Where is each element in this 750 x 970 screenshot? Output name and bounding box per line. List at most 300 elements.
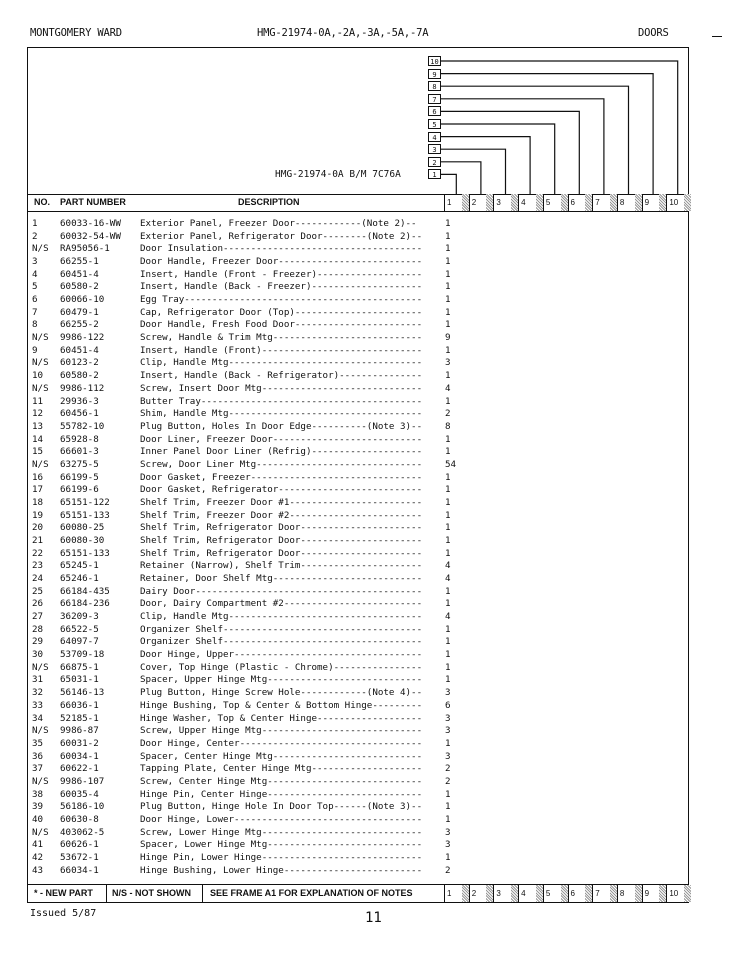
quantity: 1 [445,446,451,458]
table-row [32,484,477,495]
item-number: 35 [32,737,44,749]
description: Hinge Washer, Top & Center Hinge------------------- [140,712,423,724]
margin-dash [712,36,722,37]
model-column-3: 3 [494,194,519,211]
bracket-line [441,74,653,194]
table-row [32,560,477,571]
table-row [32,434,477,445]
description: Hinge Pin, Lower Hinge----------------------------- [140,852,423,863]
table-row [32,636,477,647]
model-box-4: 4 [428,132,441,142]
table-row [32,548,477,559]
bracket-line [441,162,481,194]
description: Inner Panel Door Liner (Refrig)-------------------- [140,446,423,458]
model-column-5: 5 [544,885,569,902]
part-number: 56186-10 [60,801,105,813]
quantity: 1 [445,370,451,382]
quantity: 1 [445,319,451,331]
table-row [32,370,477,381]
quantity: 4 [445,611,451,623]
description: Screw, Door Liner Mtg------------------------------ [140,458,423,470]
item-number: 41 [32,839,44,851]
quantity: 1 [445,230,451,242]
model-column-5: 5 [544,194,569,211]
model-column-1: 1 [445,885,470,902]
model-box-6: 6 [428,106,441,116]
model-diagram [28,48,688,195]
table-row [32,674,477,685]
table-row [32,319,477,330]
item-number: N/S [32,458,49,470]
table-row [32,687,477,698]
table-row [32,231,477,242]
section-title: DOORS [638,27,669,39]
table-row [32,446,477,457]
quantity: 1 [445,294,451,306]
part-number: 60451-4 [60,268,99,280]
model-column-9: 9 [643,885,668,902]
table-row [32,700,477,711]
table-row [32,256,477,267]
part-number: 65246-1 [60,573,99,585]
part-number: 55782-10 [60,420,105,432]
table-row [32,383,477,394]
table-row [32,586,477,597]
quantity: 1 [445,243,451,255]
item-number: 20 [32,522,44,534]
item-number: 11 [32,395,44,407]
quantity: 54 [445,458,457,470]
quantity: 1 [445,256,451,268]
quantity: 1 [445,509,451,521]
quantity: 3 [445,750,451,762]
quantity: 4 [445,382,451,394]
legend-row [28,884,688,902]
item-number: N/S [32,826,49,838]
quantity: 9 [445,332,451,344]
quantity: 1 [445,801,451,813]
table-row [32,624,477,635]
item-number: 15 [32,446,44,458]
description: Spacer, Upper Hinge Mtg---------------------------- [140,674,423,686]
part-number: 52185-1 [60,712,99,724]
table-row [32,776,477,787]
model-column-10: 10 [667,885,691,902]
description: Plug Button, Hinge Hole In Door Top------(Note 3)-- [140,801,423,813]
quantity: 1 [445,281,451,293]
col-description-header: DESCRIPTION [238,197,300,207]
part-number: 60035-4 [60,788,99,800]
part-number: 60034-1 [60,750,99,762]
part-number: 65151-133 [60,547,110,559]
item-number: 30 [32,649,44,661]
description: Egg Tray------------------------------------------- [140,294,423,306]
item-number: 1 [32,218,38,229]
table-row [32,852,477,863]
quantity: 2 [445,763,451,775]
table-row [32,789,477,800]
table-row [32,472,477,483]
part-number: 60580-2 [60,370,99,382]
bracket-line [441,124,555,194]
issued-date: Issued 5/87 [30,908,97,919]
description: Hinge Bushing, Top & Center & Bottom Hinge--------- [140,699,423,711]
model-box-9: 9 [428,69,441,79]
bracket-line [441,86,629,194]
description: Shelf Trim, Refrigerator Door---------------------- [140,522,423,534]
page-mark: 11 [365,910,382,926]
quantity: 1 [445,649,451,661]
quantity: 1 [445,268,451,280]
quantity: 1 [445,674,451,686]
quantity: 4 [445,573,451,585]
table-row [32,345,477,356]
table-row [32,281,477,292]
item-number: N/S [32,332,49,344]
model-numbers: HMG-21974-0A,-2A,-3A,-5A,-7A [257,27,429,39]
part-number: 36209-3 [60,611,99,623]
table-row [32,814,477,825]
description: Insert, Handle (Front - Freezer)------------------- [140,268,423,280]
quantity: 1 [445,344,451,356]
item-number: 16 [32,471,44,483]
table-row [32,839,477,850]
item-number: 31 [32,674,44,686]
model-box-5: 5 [428,119,441,129]
quantity: 8 [445,420,451,432]
item-number: 36 [32,750,44,762]
part-number: 56146-13 [60,687,105,699]
part-number: 403062-5 [60,826,105,838]
table-row [32,332,477,343]
item-number: 8 [32,319,38,331]
item-number: 29 [32,636,44,648]
table-row [32,522,477,533]
table-row [32,408,477,419]
item-number: 34 [32,712,44,724]
part-number: 60622-1 [60,763,99,775]
item-number: 22 [32,547,44,559]
description: Organizer Shelf------------------------------------ [140,623,423,635]
item-number: N/S [32,775,49,787]
model-column-7: 7 [593,885,618,902]
model-column-10: 10 [667,194,691,211]
quantity: 3 [445,357,451,369]
model-box-3: 3 [428,144,441,154]
description: Insert, Handle (Back - Freezer)-------------------- [140,281,423,293]
model-column-6: 6 [569,194,594,211]
item-number: 17 [32,484,44,496]
part-number: 66199-5 [60,471,99,483]
table-row [32,751,477,762]
item-number: 14 [32,433,44,445]
part-number: 66601-3 [60,446,99,458]
table-row [32,662,477,673]
model-column-9: 9 [643,194,668,211]
model-columns-header [444,194,691,211]
item-number: 40 [32,813,44,825]
quantity: 1 [445,522,451,534]
table-row [32,459,477,470]
part-number: 60580-2 [60,281,99,293]
table-row [32,865,477,876]
description: Door Liner, Freezer Door--------------------------- [140,433,423,445]
description: Screw, Insert Door Mtg----------------------------- [140,382,423,394]
model-column-6: 6 [569,885,594,902]
description: Shelf Trim, Freezer Door #2------------------------ [140,509,423,521]
table-row [32,396,477,407]
item-number: 28 [32,623,44,635]
description: Organizer Shelf------------------------------------ [140,636,423,648]
part-number: RA95056-1 [60,243,110,255]
bracket-line [441,149,506,194]
quantity: 3 [445,687,451,699]
description: Shelf Trim, Freezer Door #1------------------------ [140,496,423,508]
model-box-7: 7 [428,94,441,104]
table-row [32,294,477,305]
part-number: 60080-30 [60,535,105,546]
quantity: 3 [445,725,451,737]
model-box-8: 8 [428,81,441,91]
item-number: 27 [32,611,44,623]
part-number: 65151-133 [60,509,110,521]
item-number: 9 [32,344,38,356]
part-number: 9986-122 [60,332,105,344]
quantity: 1 [445,306,451,318]
description: Door Handle, Fresh Food Door----------------------- [140,319,423,331]
manufacturer-label: MONTGOMERY WARD [30,27,122,39]
legend-divider [202,885,203,902]
part-number: 60031-2 [60,737,99,749]
table-row [32,243,477,254]
part-number: 60479-1 [60,306,99,318]
part-number: 9986-107 [60,775,105,787]
description: Exterior Panel, Freezer Door------------(Note 2)-- [140,218,417,229]
part-number: 60451-4 [60,344,99,356]
table-row [32,497,477,508]
part-number: 66034-1 [60,864,99,876]
model-column-2: 2 [470,194,495,211]
part-number: 66522-5 [60,623,99,635]
description: Dairy Door----------------------------------------- [140,585,423,597]
table-row [32,535,477,546]
part-number: 66255-1 [60,256,99,268]
table-row [32,218,477,229]
item-number: 24 [32,573,44,585]
part-number: 53672-1 [60,852,99,863]
description: Screw, Lower Hinge Mtg----------------------------- [140,826,423,838]
item-number: 4 [32,268,38,280]
item-number: 5 [32,281,38,293]
column-header-row [28,194,688,212]
bracket-line [441,61,678,194]
quantity: 3 [445,712,451,724]
part-number: 60080-25 [60,522,105,534]
table-row [32,269,477,280]
model-column-2: 2 [470,885,495,902]
description: Door Handle, Freezer Door-------------------------- [140,256,423,268]
part-number: 60066-10 [60,294,105,306]
item-number: 13 [32,420,44,432]
quantity: 1 [445,598,451,610]
model-box-10: 10 [428,56,441,66]
item-number: 10 [32,370,44,382]
item-number: 7 [32,306,38,318]
table-row [32,649,477,660]
description: Tapping Plate, Center Hinge Mtg-------------------- [140,763,423,775]
quantity: 1 [445,433,451,445]
legend-divider [106,885,107,902]
model-column-8: 8 [618,194,643,211]
quantity: 1 [445,547,451,559]
item-number: 3 [32,256,38,268]
item-number: 19 [32,509,44,521]
description: Clip, Handle Mtg----------------------------------- [140,611,423,623]
description: Retainer (Narrow), Shelf Trim---------------------- [140,560,423,572]
item-number: 6 [32,294,38,306]
model-box-1: 1 [428,169,441,179]
quantity: 1 [445,737,451,749]
description: Door, Dairy Compartment #2------------------------- [140,598,423,610]
quantity: 2 [445,408,451,420]
quantity: 1 [445,813,451,825]
quantity: 2 [445,775,451,787]
part-number: 66036-1 [60,699,99,711]
part-number: 65031-1 [60,674,99,686]
col-part-number-header: PART NUMBER [60,197,126,207]
legend-not-shown: N/S - NOT SHOWN [112,888,191,898]
legend-notes: SEE FRAME A1 FOR EXPLANATION OF NOTES [210,888,413,898]
item-number: 12 [32,408,44,420]
description: Plug Button, Hinge Screw Hole------------(Note 4)-- [140,687,423,699]
part-number: 65245-1 [60,560,99,572]
part-number: 64097-7 [60,636,99,648]
table-row [32,725,477,736]
part-number: 60123-2 [60,357,99,369]
description: Door Insulation------------------------------------ [140,243,423,255]
part-number: 60032-54-WW [60,230,121,242]
col-no-header: NO. [34,197,51,207]
part-number: 66199-6 [60,484,99,496]
quantity: 2 [445,864,451,876]
description: Cover, Top Hinge (Plastic - Chrome)---------------- [140,661,423,673]
table-row [32,510,477,521]
description: Plug Button, Holes In Door Edge----------(Note 3)-- [140,420,423,432]
description: Hinge Bushing, Lower Hinge------------------------- [140,864,423,876]
part-number: 60630-8 [60,813,99,825]
part-number: 9986-112 [60,382,105,394]
description: Spacer, Lower Hinge Mtg---------------------------- [140,839,423,851]
part-number: 63275-5 [60,458,99,470]
description: Hinge Pin, Center Hinge---------------------------- [140,788,423,800]
quantity: 1 [445,395,451,407]
table-row [32,801,477,812]
item-number: 23 [32,560,44,572]
item-number: 37 [32,763,44,775]
description: Insert, Handle (Back - Refrigerator)--------------- [140,370,423,382]
item-number: 26 [32,598,44,610]
bracket-line [441,137,530,194]
part-number: 66255-2 [60,319,99,331]
part-number: 60033-16-WW [60,218,121,229]
item-number: 2 [32,230,38,242]
table-row [32,827,477,838]
model-column-3: 3 [494,885,519,902]
quantity: 6 [445,699,451,711]
quantity: 1 [445,535,451,546]
quantity: 1 [445,661,451,673]
description: Door Hinge, Upper---------------------------------- [140,649,423,661]
item-number: 32 [32,687,44,699]
item-number: 25 [32,585,44,597]
legend-new-part: * - NEW PART [34,888,93,898]
part-number: 9986-87 [60,725,99,737]
quantity: 1 [445,471,451,483]
description: Door Gasket, Refrigerator-------------------------- [140,484,423,496]
item-number: 21 [32,535,44,546]
table-row [32,763,477,774]
part-number: 66875-1 [60,661,99,673]
part-number: 66184-236 [60,598,110,610]
description: Butter Tray---------------------------------------- [140,395,423,407]
part-number: 65928-8 [60,433,99,445]
model-column-7: 7 [593,194,618,211]
description: Door Hinge, Center--------------------------------- [140,737,423,749]
table-row [32,573,477,584]
description: Shelf Trim, Refrigerator Door---------------------- [140,535,423,546]
model-column-4: 4 [519,885,544,902]
item-number: 39 [32,801,44,813]
description: Door Gasket, Freezer------------------------------- [140,471,423,483]
part-number: 66184-435 [60,585,110,597]
quantity: 1 [445,218,451,229]
table-row [32,611,477,622]
quantity: 1 [445,852,451,863]
part-number: 53709-18 [60,649,105,661]
description: Screw, Upper Hinge Mtg----------------------------- [140,725,423,737]
part-number: 60626-1 [60,839,99,851]
table-row [32,738,477,749]
item-number: 38 [32,788,44,800]
table-row [32,713,477,724]
description: Door Hinge, Lower---------------------------------- [140,813,423,825]
item-number: 33 [32,699,44,711]
item-number: 43 [32,864,44,876]
bracket-line [441,174,456,194]
description: Exterior Panel, Refrigerator Door--------(Note 2)-- [140,230,423,242]
table-row [32,307,477,318]
item-number: 18 [32,496,44,508]
part-number: 29936-3 [60,395,99,407]
description: Retainer, Door Shelf Mtg--------------------------- [140,573,423,585]
item-number: N/S [32,725,49,737]
description: Spacer, Center Hinge Mtg--------------------------- [140,750,423,762]
model-columns-footer [444,885,691,902]
item-number: N/S [32,661,49,673]
description: Insert, Handle (Front)----------------------------- [140,344,423,356]
item-number: 42 [32,852,44,863]
description: Screw, Handle & Trim Mtg--------------------------- [140,332,423,344]
model-bm-label: HMG-21974-0A B/M 7C76A [275,169,401,180]
quantity: 1 [445,484,451,496]
quantity: 1 [445,636,451,648]
table-row [32,598,477,609]
part-number: 65151-122 [60,496,110,508]
description: Shim, Handle Mtg----------------------------------- [140,408,423,420]
quantity: 1 [445,788,451,800]
model-column-8: 8 [618,885,643,902]
description: Screw, Center Hinge Mtg---------------------------- [140,775,423,787]
